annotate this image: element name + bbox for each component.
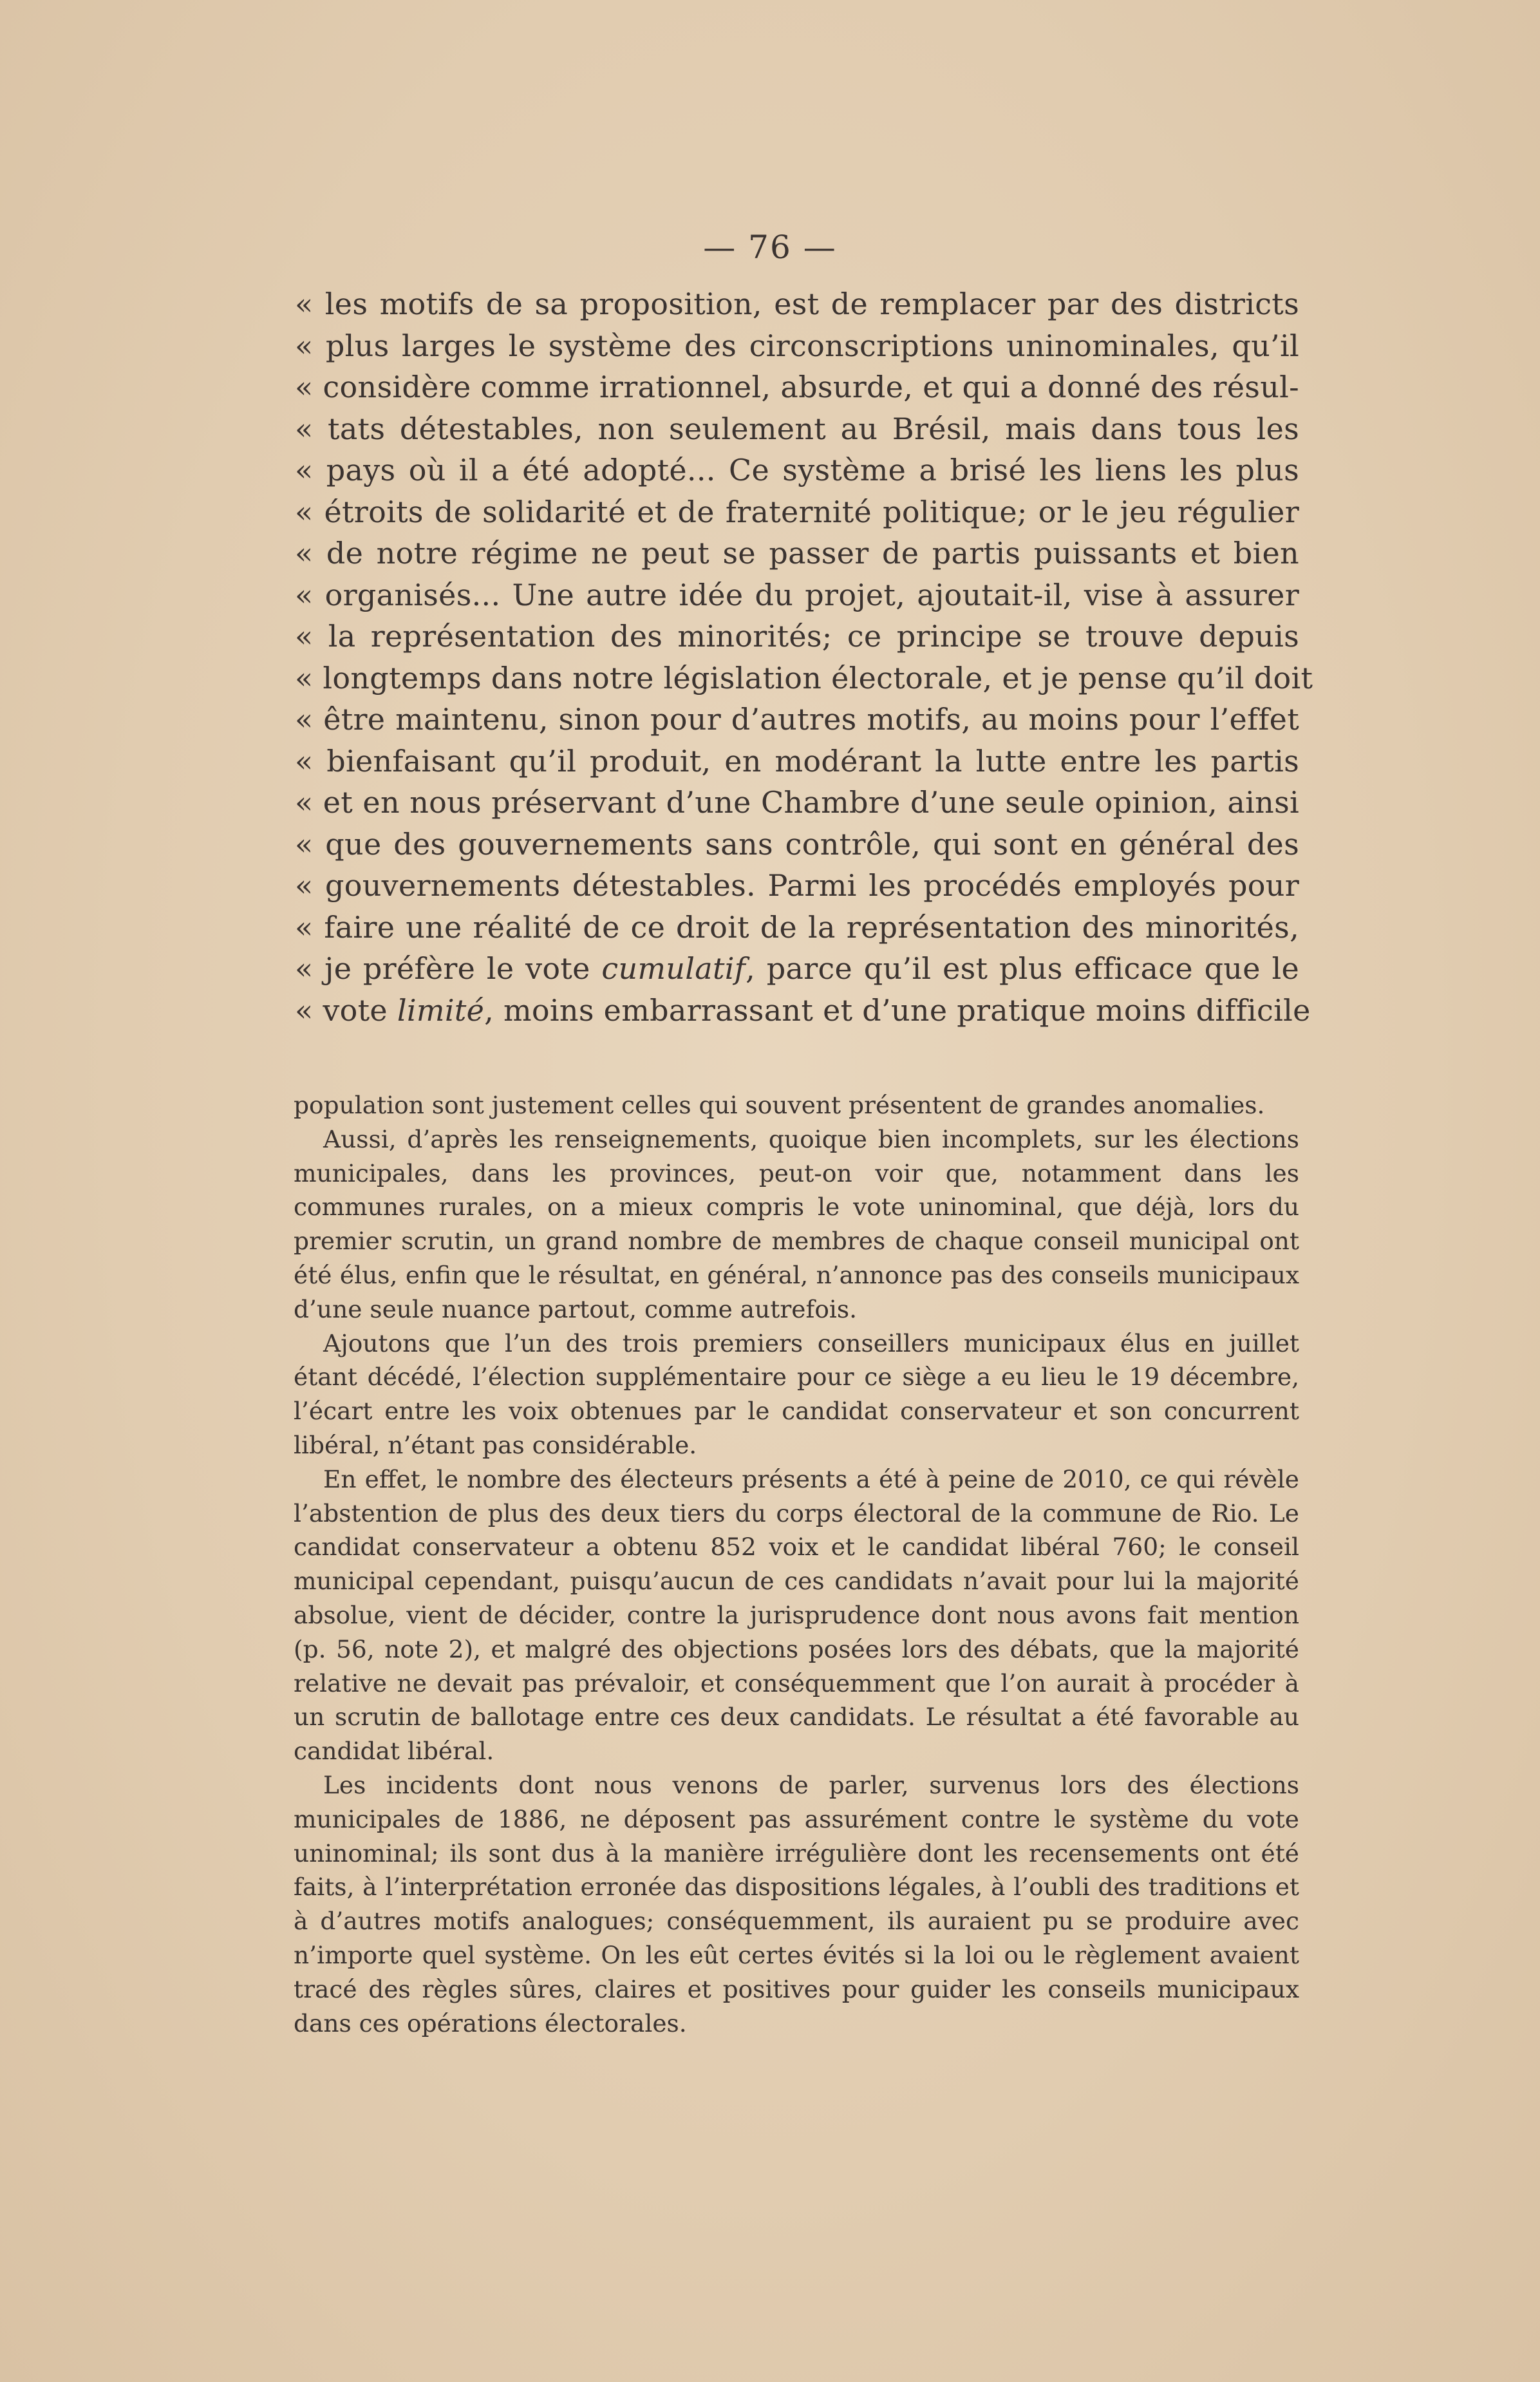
quote-line: « que des gouvernements sans contrôle, qui sont en général des [295, 826, 1299, 862]
footnote-paragraph: population sont justement celles qui souvent présentent de grandes anomalies. [294, 1091, 1265, 1119]
quote-line: « gouvernements détestables. Parmi les procédés employés pour [295, 868, 1299, 903]
quote-line: « tats détestables, non seulement au Brésil, mais dans tous les [295, 411, 1299, 446]
quote-text: « vote [295, 992, 397, 1028]
quote-line [295, 948, 1299, 990]
quote-line: « longtemps dans notre législation électorale, et je pense qu’il doit [295, 660, 1313, 695]
quote-line: « les motifs de sa proposition, est de remplacer par des districts [295, 287, 1299, 321]
quote-line: « pays où il a été adopté... Ce système a brisé les liens les plus [295, 453, 1299, 487]
quote-text: « je préfère le vote [295, 951, 602, 986]
quote-line: « et en nous préservant d’une Chambre d’une seule opinion, ainsi [295, 785, 1299, 820]
quote-text: , moins embarrassant et d’une pratique moins difficile [484, 992, 1311, 1028]
quote-line: « de notre régime ne peut se passer de partis puissants et bien [295, 536, 1299, 571]
quote-text: , parce qu’il est plus efficace que le [746, 951, 1299, 986]
footnote-paragraph: Ajoutons que l’un des trois premiers conseillers municipaux élus en juillet étant décédé, l’élection supplémentaire pour ce siège a eu lieu le 19 décembre, l’écart entre les voix obtenues par le candidat conservateur et son concurrent libéral, n’étant pas considérable. [294, 1328, 1299, 1459]
quote-line: « organisés... Une autre idée du projet, ajoutait-il, vise à assurer [295, 577, 1299, 612]
page-number: — 76 — [703, 229, 837, 266]
quotation-block [295, 283, 1313, 1031]
quote-line: « faire une réalité de ce droit de la représentation des minorités, [295, 909, 1299, 945]
quote-line: « plus larges le système des circonscriptions uninominales, qu’il [295, 328, 1299, 363]
footnote-paragraph: Aussi, d’après les renseignements, quoique bien incomplets, sur les élections municipales, dans les provinces, peut-on voir que, notamment dans les communes rurales, on a mieux compris le vote uninominal, que déjà, lors du premier scrutin, un grand nombre de membres de chaque conseil municipal ont été élus, enfin que le résultat, en général, n’annonce pas des conseils municipaux d’une seule nuance partout, comme autrefois. [294, 1124, 1299, 1323]
footnote-paragraph: Les incidents dont nous venons de parler, survenus lors des élections municipales de 1886, ne déposent pas assurément contre le système du vote uninominal; ils sont dus à la manière irrégulière dont les recensements ont été faits, à l’interprétation erronée das dispositions légales, à l’oubli des traditions et à d’autres motifs analogues; conséquemment, ils auraient pu se produire avec n’importe quel système. On les eût certes évités si la loi ou le règlement avaient tracé des règles sûres, claires et positives pour guider les conseils municipaux dans ces opérations électorales. [294, 1770, 1299, 2037]
footnote-paragraph: En effet, le nombre des électeurs présents a été à peine de 2010, ce qui révèle l’abstention de plus des deux tiers du corps électoral de la commune de Rio. Le candidat conservateur a obtenu 852 voix et le candidat libéral 760; le conseil municipal cependant, puisqu’aucun de ces candidats n’avait pour lui la majorité absolue, vient de décider, contre la jurisprudence dont nous avons fait mention (p. 56, note 2), et malgré des objections posées lors des débats, que la majorité relative ne devait pas prévaloir, et conséquemment que l’on aurait à procéder à un scrutin de ballotage entre ces deux candidats. Le résultat a été favorable au candidat libéral. [294, 1464, 1299, 1766]
quote-line: « bienfaisant qu’il produit, en modérant la lutte entre les partis [295, 743, 1299, 779]
italic-term: cumulatif [601, 951, 746, 986]
quote-line: « étroits de solidarité et de fraternité politique; or le jeu régulier [295, 494, 1299, 529]
quote-line: « la représentation des minorités; ce principe se trouve depuis [295, 619, 1299, 654]
footnote-block [294, 1088, 1299, 2040]
quote-line [295, 990, 1311, 1032]
quote-line: « considère comme irrationnel, absurde, et qui a donné des résul- [295, 370, 1299, 404]
italic-term: limité [397, 992, 485, 1028]
quote-line: « être maintenu, sinon pour d’autres motifs, au moins pour l’effet [295, 702, 1299, 737]
